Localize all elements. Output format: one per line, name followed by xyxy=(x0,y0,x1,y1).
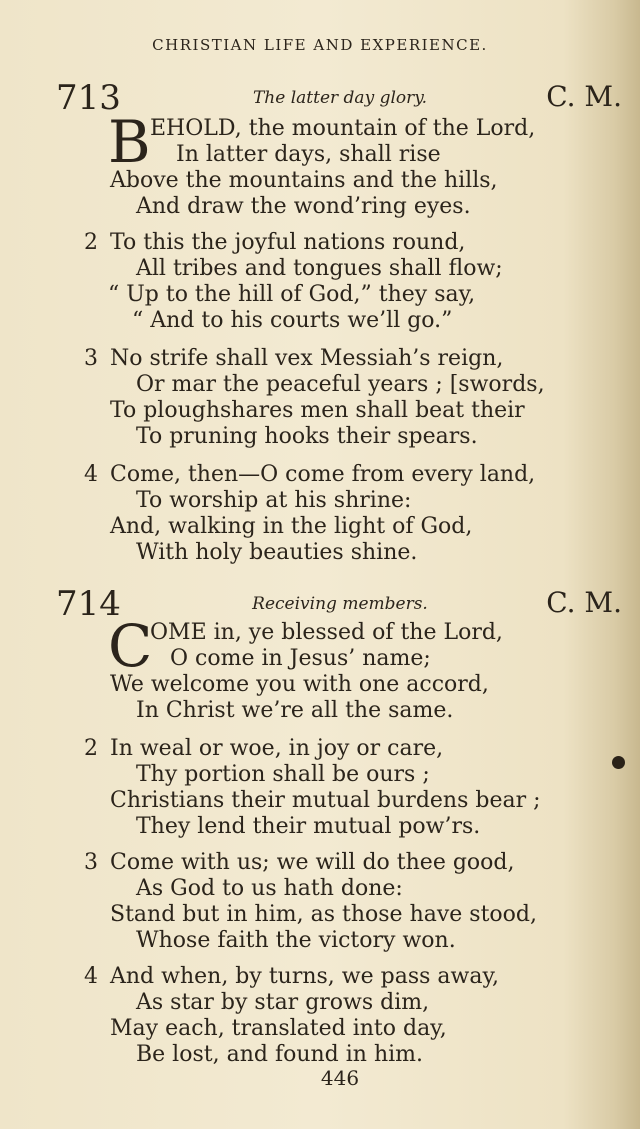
hymn-number: 714 xyxy=(56,584,121,624)
hymn-title: Receiving members. xyxy=(252,594,428,614)
verse-number: 3 xyxy=(84,850,98,875)
verse-line: “ And to his courts we’ll go.” xyxy=(132,308,453,333)
verse-line: We welcome you with one accord, xyxy=(110,672,489,697)
verse-line: In latter days, shall rise xyxy=(176,142,441,167)
verse-line: Christians their mutual burdens bear ; xyxy=(110,788,541,813)
verse-line: Come with us; we will do thee good, xyxy=(110,850,515,875)
verse-number: 4 xyxy=(84,964,98,989)
verse-number: 4 xyxy=(84,462,98,487)
hymn-714-header xyxy=(0,584,640,624)
hymn-number: 713 xyxy=(56,78,121,118)
verse-line: No strife shall vex Messiah’s reign, xyxy=(110,346,504,371)
drop-cap: C xyxy=(108,612,153,680)
verse-line: Stand but in him, as those have stood, xyxy=(110,902,537,927)
verse-line: In Christ we’re all the same. xyxy=(136,698,454,723)
verse-line: To pruning hooks their spears. xyxy=(136,424,478,449)
verse-line: Be lost, and found in him. xyxy=(136,1042,423,1067)
verse-line: To ploughshares men shall beat their xyxy=(110,398,525,423)
verse-line: May each, translated into day, xyxy=(110,1016,447,1041)
ink-blot xyxy=(612,756,625,769)
verse-number: 3 xyxy=(84,346,98,371)
hymn-meter: C. M. xyxy=(546,586,622,619)
verse-line: OME in, ye blessed of the Lord, xyxy=(150,620,503,645)
verse-line: To this the joyful nations round, xyxy=(110,230,466,255)
verse-line: With holy beauties shine. xyxy=(136,540,418,565)
hymn-title: The latter day glory. xyxy=(252,88,428,108)
verse-line: And draw the wond’ring eyes. xyxy=(136,194,471,219)
verse-line: EHOLD, the mountain of the Lord, xyxy=(150,116,536,141)
hymn-713-header xyxy=(0,78,640,118)
verse-line: As God to us hath done: xyxy=(136,876,403,901)
page-number: 446 xyxy=(320,1066,360,1090)
verse-line: Thy portion shall be ours ; xyxy=(136,762,430,787)
verse-number: 2 xyxy=(84,230,98,255)
verse-line: And when, by turns, we pass away, xyxy=(110,964,499,989)
running-head: CHRISTIAN LIFE AND EXPERIENCE. xyxy=(152,36,488,54)
verse-line: And, walking in the light of God, xyxy=(110,514,473,539)
verse-line: O come in Jesus’ name; xyxy=(170,646,431,671)
verse-line: They lend their mutual pow’rs. xyxy=(136,814,481,839)
verse-line: To worship at his shrine: xyxy=(136,488,412,513)
verse-line: Whose faith the victory won. xyxy=(136,928,456,953)
verse-line: In weal or woe, in joy or care, xyxy=(110,736,444,761)
verse-line: “ Up to the hill of God,” they say, xyxy=(108,282,476,307)
verse-line: As star by star grows dim, xyxy=(136,990,430,1015)
verse-line: Above the mountains and the hills, xyxy=(110,168,498,193)
verse-line: Or mar the peaceful years ; [swords, xyxy=(136,372,545,397)
verse-line: All tribes and tongues shall flow; xyxy=(136,256,503,281)
verse-number: 2 xyxy=(84,736,98,761)
verse-line: Come, then—O come from every land, xyxy=(110,462,536,487)
hymn-meter: C. M. xyxy=(546,80,622,113)
drop-cap: B xyxy=(108,108,151,176)
